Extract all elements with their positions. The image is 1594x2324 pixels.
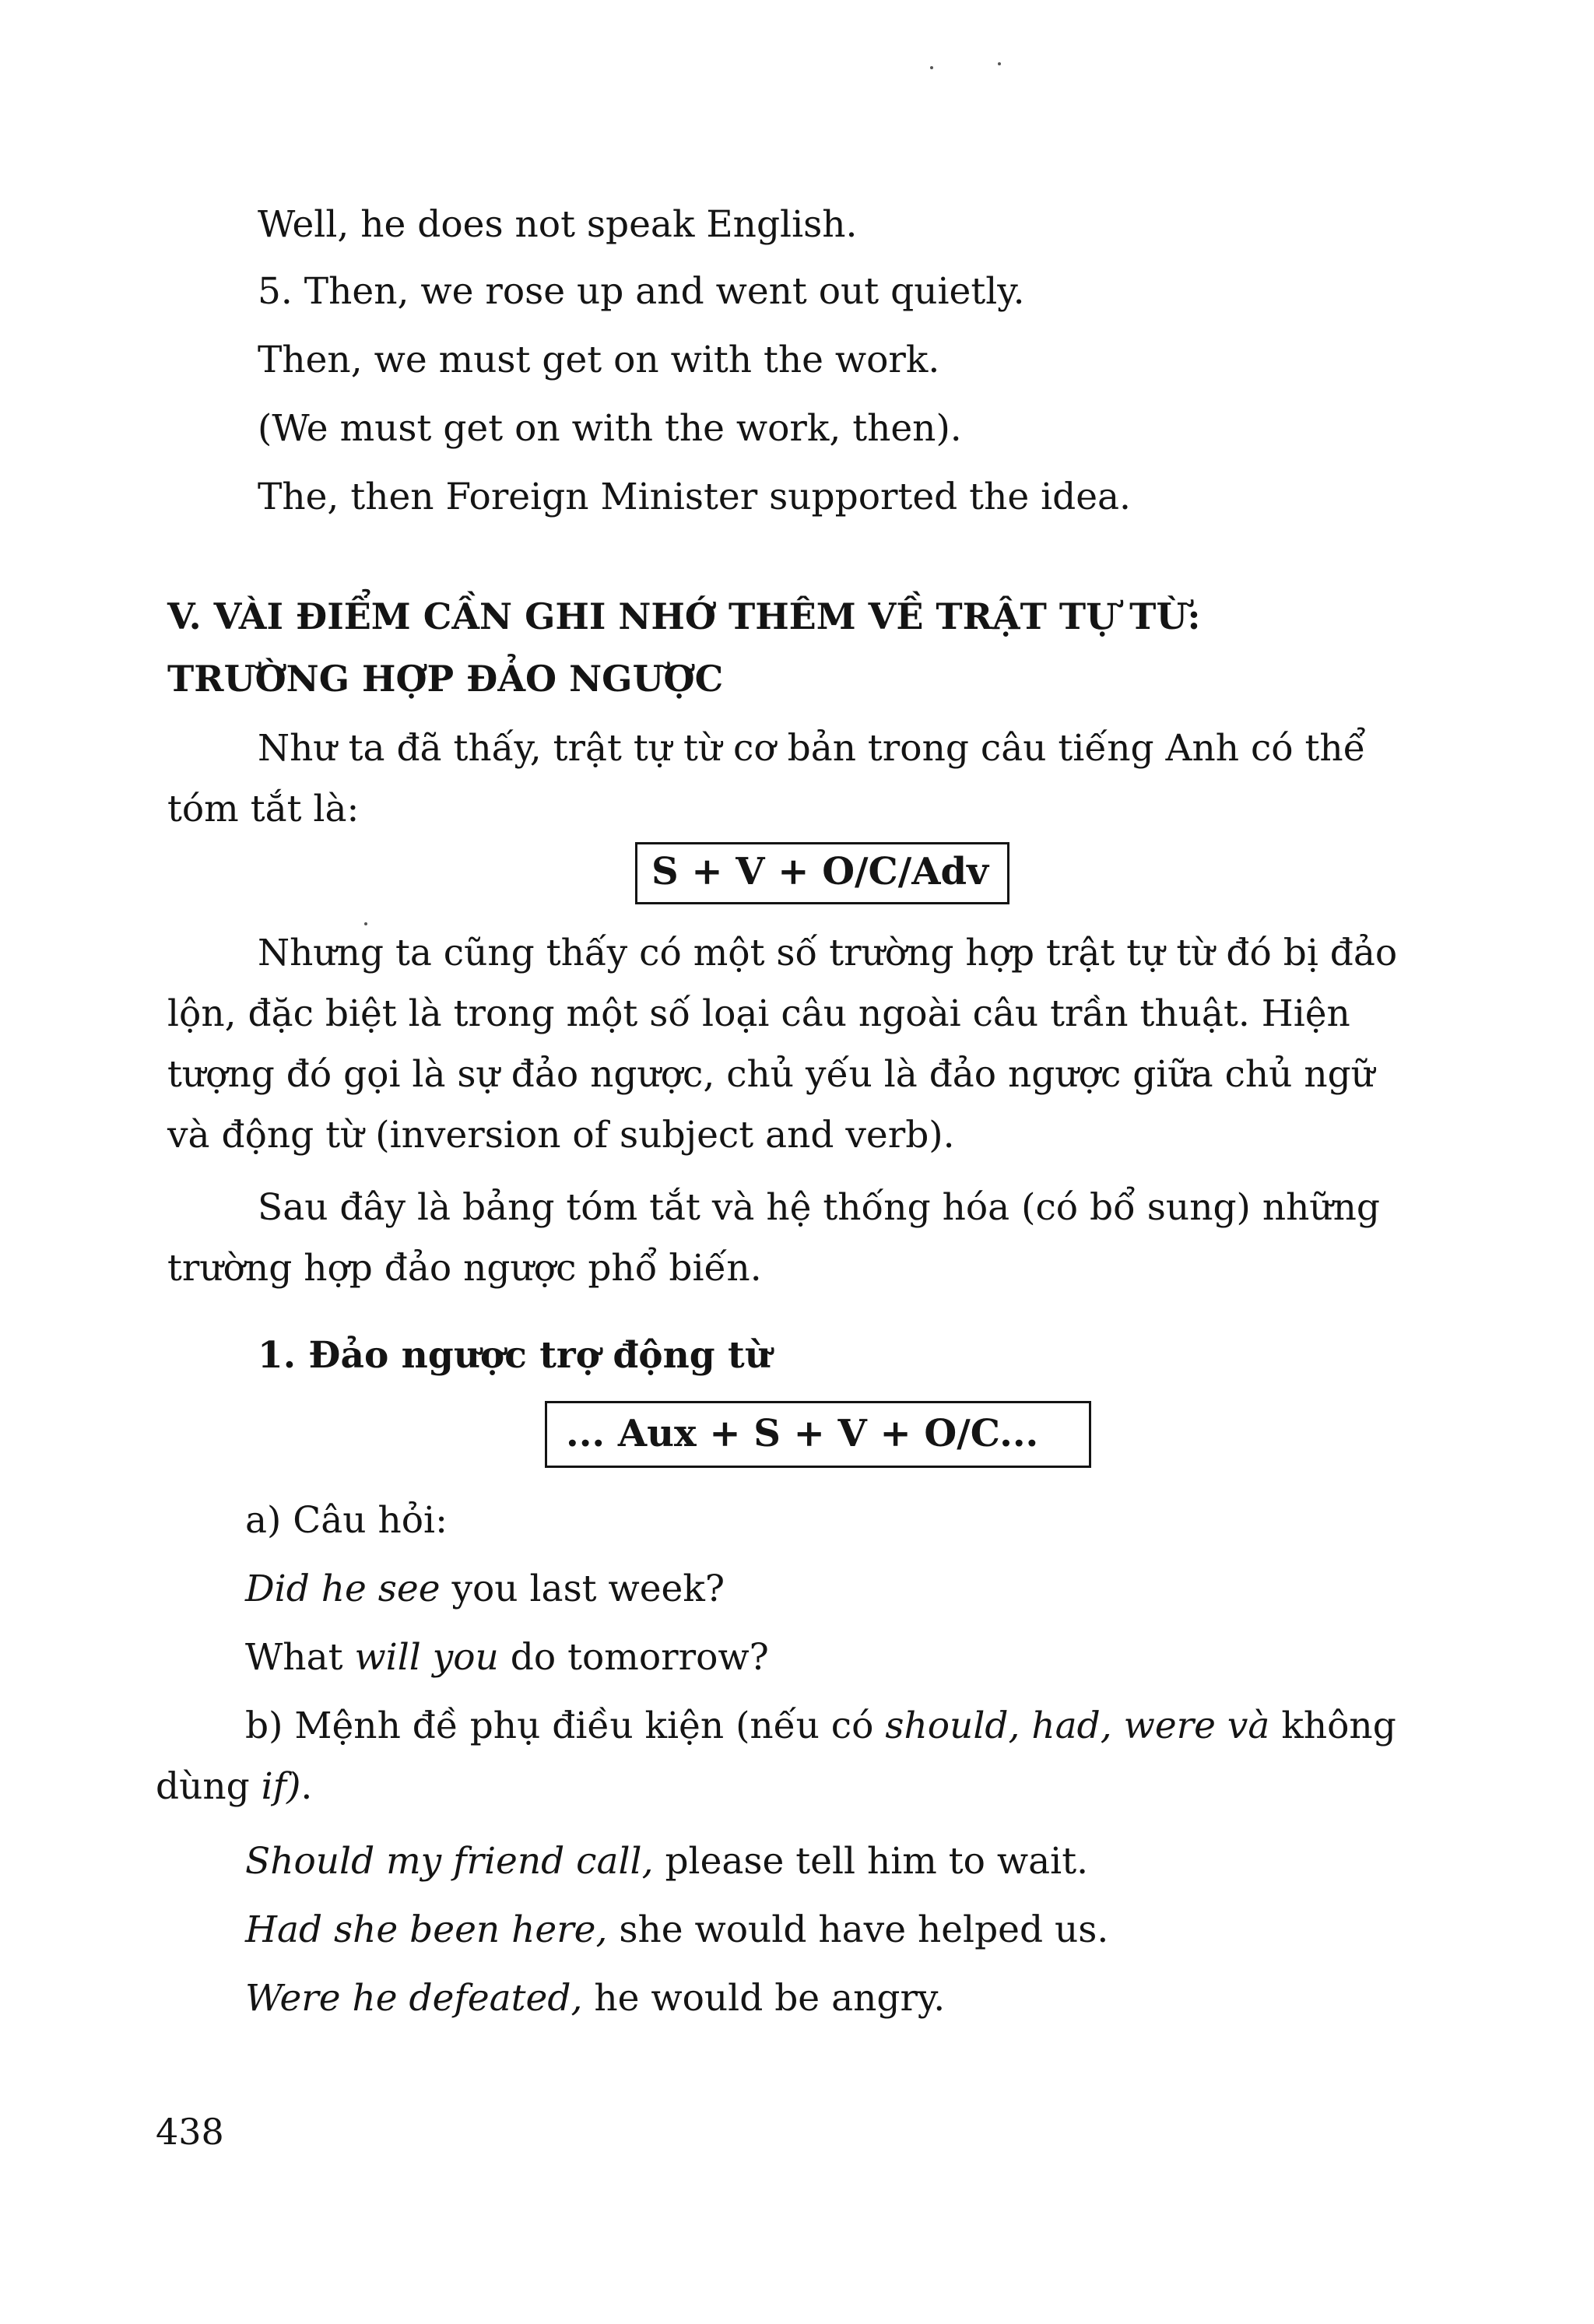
example-line [245,1975,945,2022]
text-line: Then, we must get on with the work. [258,339,940,381]
example-italic: Were he defeated, [245,1977,583,2020]
formula-box [635,842,1009,904]
paragraph-line: tượng đó gọi là sự đảo ngược, chủ yếu là đảo ngược giữa chủ ngữ [167,1053,1375,1096]
page-number: 438 [156,2111,224,2153]
example-italic: will you [354,1636,499,1679]
label-text: b) Mệnh đề phụ điều kiện (nếu có [245,1704,886,1747]
paragraph-line: Như ta đã thấy, trật tự từ cơ bản trong câu tiếng Anh có thể [258,727,1366,770]
list-label [156,1764,312,1810]
example-italic: Had she been here, [245,1908,608,1951]
formula-text: S + V + O/C/Adv [651,850,988,893]
paragraph-line: và động từ (inversion of subject and verb). [167,1114,955,1157]
paragraph-line: lộn, đặc biệt là trong một số loại câu ngoài câu trần thuật. Hiện [167,992,1350,1035]
example-italic: Should my friend call, [245,1840,654,1883]
scan-speck [930,66,933,69]
label-text: không [1269,1704,1396,1747]
label-text: dùng [156,1765,262,1808]
text-line: The, then Foreign Minister supported the idea. [258,476,1131,518]
label-italic: should, had, were và [885,1704,1270,1747]
example-italic: Did he see [245,1567,441,1610]
subheading: 1. Đảo ngược trợ động từ [258,1334,771,1377]
example-line [245,1907,1108,1954]
example-text: you last week? [440,1567,725,1610]
paragraph-line: Sau đây là bảng tóm tắt và hệ thống hóa (có bổ sung) những [258,1186,1380,1229]
example-text: please tell him to wait. [653,1840,1089,1883]
label-text: . [300,1765,313,1808]
text-line: (We must get on with the work, then). [258,407,962,450]
scan-speck [998,62,1001,65]
section-heading: V. VÀI ĐIỂM CẦN GHI NHỚ THÊM VỀ TRẬT TỰ TỪ: [167,595,1201,637]
formula-box [545,1401,1091,1468]
scan-speck [364,922,367,925]
list-label [245,1703,1396,1750]
example-line [245,1838,1088,1885]
paragraph-line: trường hợp đảo ngược phổ biến. [167,1247,762,1290]
label-italic: if) [261,1765,301,1808]
example-line [245,1566,725,1613]
example-text: What [245,1636,355,1679]
paragraph-line: Nhưng ta cũng thấy có một số trường hợp trật tự từ đó bị đảo [258,932,1398,974]
example-text: she would have helped us. [607,1908,1109,1951]
list-label: a) Câu hỏi: [245,1499,448,1542]
example-text: do tomorrow? [498,1636,769,1679]
formula-text: ... Aux + S + V + O/C... [566,1412,1039,1455]
text-line: Well, he does not speak English. [258,203,858,246]
paragraph-line: tóm tắt là: [167,788,360,830]
section-heading: TRƯỜNG HỢP ĐẢO NGƯỢC [167,658,724,700]
example-line [245,1634,769,1681]
text-line: 5. Then, we rose up and went out quietly. [258,270,1025,313]
example-text: he would be angry. [582,1977,946,2020]
